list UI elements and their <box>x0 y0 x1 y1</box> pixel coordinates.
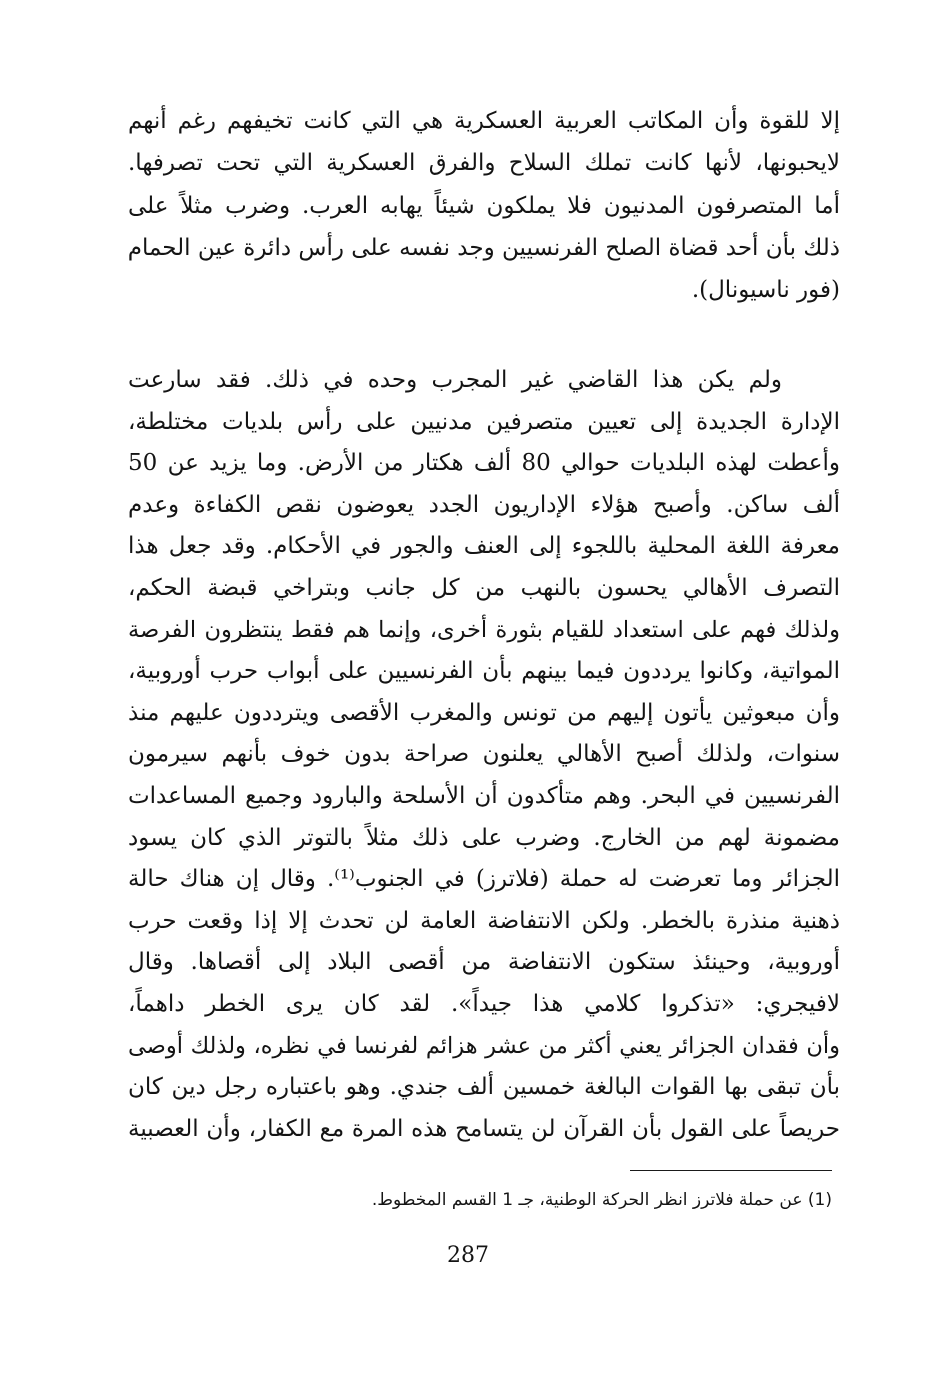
text-line: مضمونة لهم من الخارج. وضرب على ذلك مثلاً بالتوتر الذي كان يسود <box>128 824 840 851</box>
text-line: وأعطت لهذه البلديات حوالي 80 ألف هكتار من الأرض. وما يزيد عن 50 <box>128 450 840 477</box>
text-line: حريصاً على القول بأن القرآن لن يتسامح هذه المرة مع الكفار، وأن العصبية <box>128 1115 840 1142</box>
footnote-divider <box>630 1170 832 1171</box>
text-line: وأن مبعوثين يأتون إليهم من تونس والمغرب الأقصى ويترددون عليهم منذ <box>128 699 840 726</box>
text-line: الجزائر وما تعرضت له حملة (فلاترز) في الجنوب⁽¹⁾. وقال إن هناك حالة <box>128 866 840 893</box>
text-line: (فور ناسيونال). <box>691 277 840 304</box>
text-line: إلا للقوة وأن المكاتب العربية العسكرية هي التي كانت تخيفهم رغم أنهم <box>128 108 840 134</box>
text-line: الإدارة الجديدة إلى تعيين متصرفين مدنيين على رأس بلديات مختلطة، <box>128 408 840 435</box>
paragraph-2 <box>128 360 840 1150</box>
text-line: الفرنسيين في البحر. وهم متأكدون أن الأسلحة والبارود وجميع المساعدات <box>128 782 840 809</box>
text-line: ذهنية منذرة بالخطر. ولكن الانتفاضة العامة لن تحدث إلا إذا وقعت حرب <box>128 907 840 934</box>
text-line: التصرف الأهالي يحسون بالنهب من كل جانب وبتراخي قبضة الحكم، <box>128 574 840 601</box>
text-line: لافيجري: «تذكروا كلامي هذا جيداً». لقد كان يرى الخطر داهماً، <box>128 990 840 1017</box>
paragraph-1 <box>128 100 840 311</box>
text-line: ولذلك فهم على استعداد للقيام بثورة أخرى، وإنما هم فقط ينتظرون الفرصة <box>128 616 840 643</box>
text-line: وأن فقدان الجزائر يعني أكثر من عشر هزائم لفرنسا في نظره، ولذلك أوصى <box>128 1032 840 1059</box>
page-number: 287 <box>447 1243 489 1268</box>
text-line: ولم يكن هذا القاضي غير المجرب وحده في ذلك. فقد سارعت <box>128 367 782 393</box>
text-line: ألف ساكن. وأصبح هؤلاء الإداريون الجدد يعوضون نقص الكفاءة وعدم <box>128 491 840 518</box>
text-line: سنوات، ولذلك أصبح الأهالي يعلنون صراحة بدون خوف بأنهم سيرمون <box>128 741 840 768</box>
text-line: المواتية، وكانوا يرددون فيما بينهم بأن الفرنسيين على أبواب حرب أوروبية، <box>128 658 840 685</box>
text-line: بأن تبقى بها القوات البالغة خمسين ألف جندي. وهو باعتباره رجل دين كان <box>128 1074 840 1101</box>
text-line: معرفة اللغة المحلية باللجوء إلى العنف والجور في الأحكام. وقد جعل هذا <box>128 533 840 560</box>
text-line: لايحبونها، لأنها كانت تملك السلاح والفرق العسكرية التي تحت تصرفها. <box>128 150 840 177</box>
text-line: أما المتصرفون المدنيون فلا يملكون شيئاً يهابه العرب. وضرب مثلاً على <box>128 192 840 219</box>
footnote: (1) عن حملة فلاترز انظر الحركة الوطنية، جـ 1 القسم المخطوط. <box>371 1190 832 1210</box>
text-line: أوروبية، وحينئذ ستكون الانتفاضة من أقصى البلاد إلى أقصاها. وقال <box>128 949 840 976</box>
text-line: ذلك بأن أحد قضاة الصلح الفرنسيين وجد نفسه على رأس دائرة عين الحمام <box>128 234 840 261</box>
